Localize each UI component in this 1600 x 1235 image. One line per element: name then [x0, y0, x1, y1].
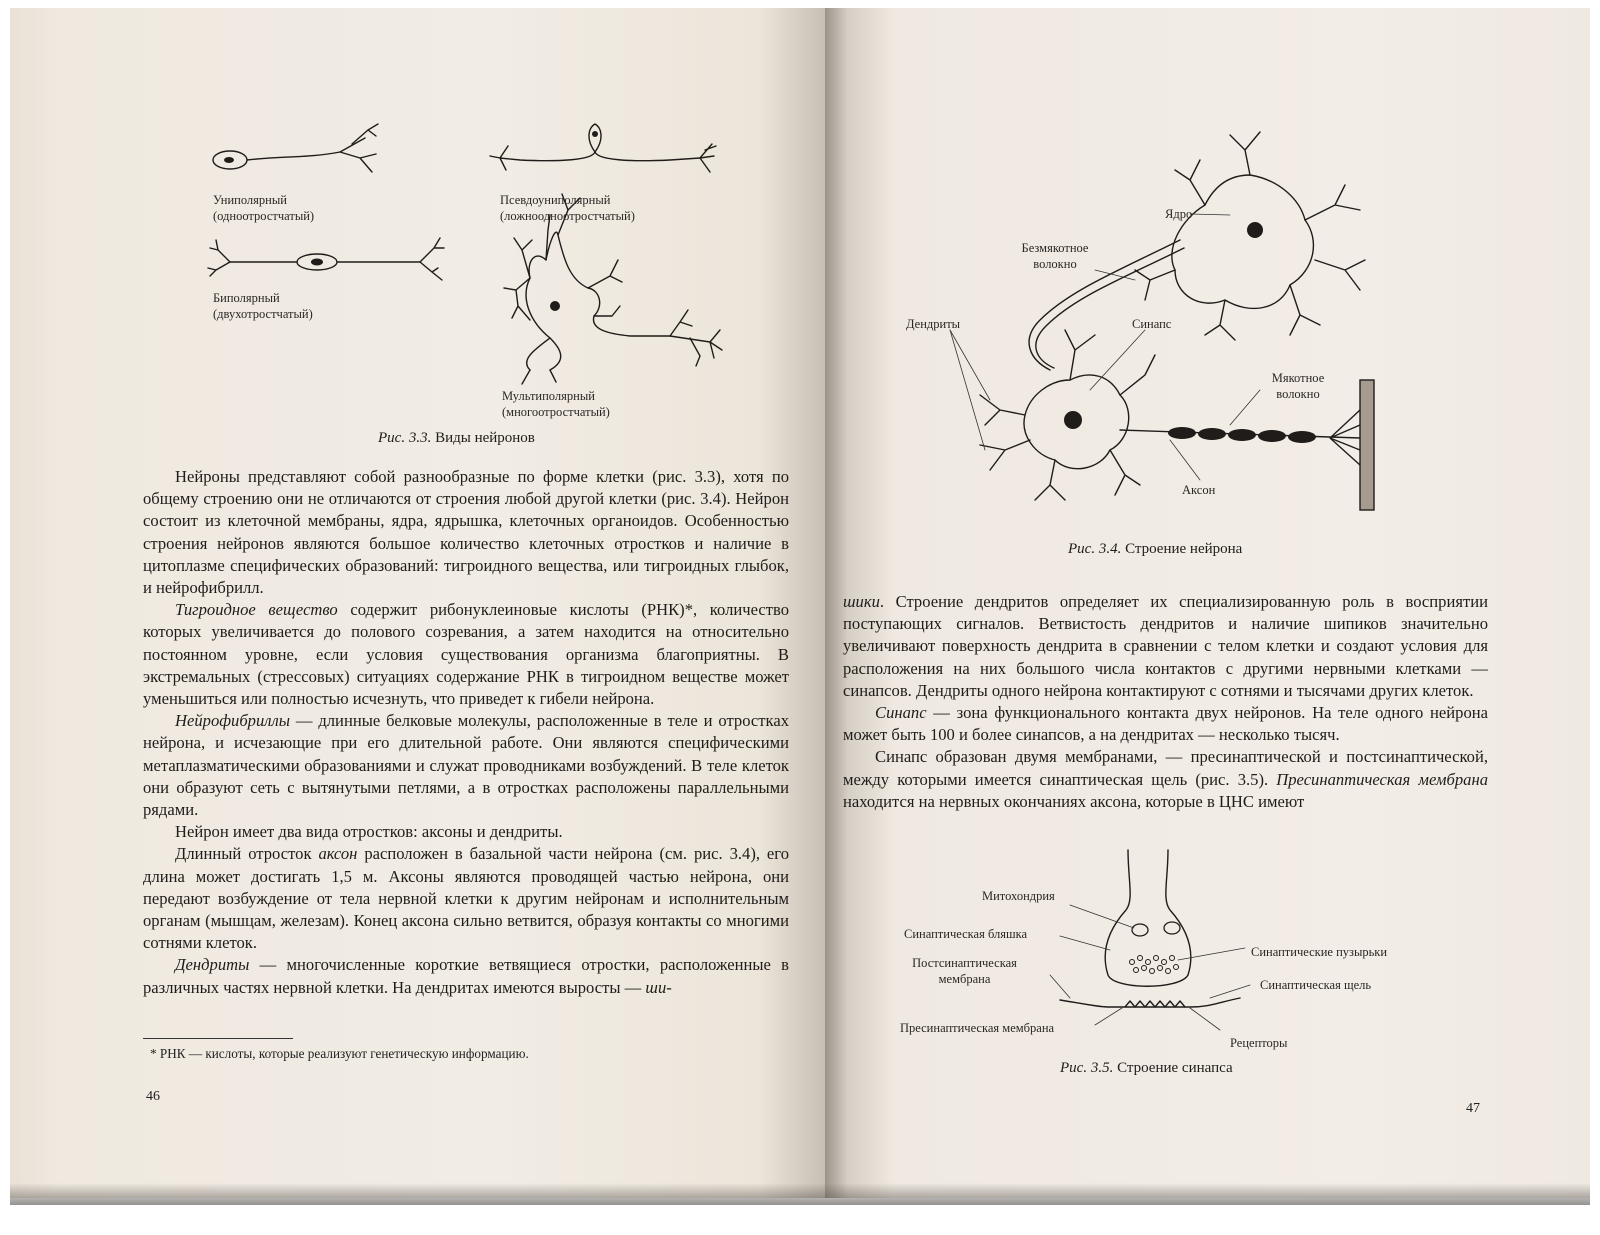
footnote-divider: [143, 1038, 293, 1039]
multipolar-subtitle: (многоотростчатый): [502, 405, 610, 419]
receptors-label: Рецепторы: [1230, 1036, 1288, 1050]
postsynaptic-membrane-label: Постсинаптическая мембрана: [912, 956, 1017, 986]
paragraph-synapse-def: Синапс — зона функционального контакта двух нейронов. На теле одного нейрона может быть 100 и более синапсов, а на дендритах — несколько тысяч.: [843, 703, 1488, 745]
term-spines: шики: [843, 592, 880, 611]
bipolar-subtitle: (двухотростчатый): [213, 307, 313, 321]
unipolar-subtitle: (одноотростчатый): [213, 209, 315, 223]
left-body-text: [143, 466, 789, 999]
multipolar-label: [502, 388, 610, 420]
paragraph-intro: Нейроны представляют собой разнообразные по форме клетки (рис. 3.3), хотя по общему строению они не отличаются от строения любой другой клетки (рис. 3.4). Нейрон состоит из клеточной мембраны, ядра, ядрышка, клеточных органоидов. Особенностью строения нейронов являются большое количество клеточных отростков и наличие в цитоплазме специфических образований: тигроидного вещества, или тигроидных глыбок, и нейрофибрилл.: [143, 467, 789, 598]
term-presynaptic-membrane: Пресинаптическая мембрана: [1276, 769, 1488, 789]
term-tigroid: Тигроидное вещество: [175, 600, 338, 620]
page-bottom-shadow: [10, 1183, 1590, 1205]
figure-3-4-title: Строение нейрона: [1121, 541, 1243, 557]
figure-3-3-caption: [378, 430, 535, 447]
page-number-right: 47: [1466, 1101, 1480, 1116]
synaptic-vesicles-label: Синаптические пузырьки: [1251, 945, 1388, 959]
paragraph-axon: Длинный отросток аксон расположен в базальной части нейрона (см. рис. 3.4), его длина может достигать 1,5 м. Аксоны являются проводящей частью нейрона, они передают возбуждение от тела нервной клетки к другим нейронам и исполнительным органам (мышцам, железам). Конец аксона сильно ветвится, образуя контакты со многими сотнями клеток.: [143, 844, 789, 953]
paragraph-neurofibrils: Нейрофибриллы — длинные белковые молекулы, расположенные в теле и отростках нейрона, и исчезающие при его длительной работе. Они являются специфическими метаплазматическими образованиями и служат проводниками возбуждений. В теле клеток они образуют сеть с вытянутыми петлями, а в отростках расположены параллельными рядами.: [143, 711, 789, 820]
myelinated-fiber-label: Мякотное волокно: [1271, 371, 1325, 401]
mitochondria-label: Митохондрия: [982, 889, 1055, 903]
nucleus-label: Ядро: [1165, 207, 1193, 221]
unipolar-name: Униполярный: [213, 193, 287, 207]
unmyelinated-fiber-label: Безмякотное волокно: [1021, 241, 1089, 271]
term-dendrites: Дендриты: [175, 955, 250, 975]
right-body-text: [843, 591, 1488, 813]
synaptic-plaque-label: Синаптическая бляшка: [904, 927, 1028, 941]
pseudounipolar-name: Псевдоуниполярный: [500, 193, 611, 207]
bipolar-label: [213, 290, 313, 322]
paragraph-dendrites: Дендриты — многочисленные короткие ветвящиеся отростки, расположенные в различных частях нервной клетки. На дендритах имеются выросты — ши-: [143, 955, 789, 997]
figure-3-5-number: Рис. 3.5.: [1060, 1060, 1114, 1076]
pseudounipolar-label: [500, 192, 635, 224]
paragraph-processes: Нейрон имеет два вида отростков: аксоны и дендриты.: [175, 822, 563, 842]
figure-3-4-caption: [1068, 541, 1242, 558]
multipolar-name: Мультиполярный: [502, 389, 595, 403]
synaptic-cleft-label: Синаптическая щель: [1260, 978, 1372, 992]
axon-label: Аксон: [1182, 483, 1216, 497]
paragraph-spines: шики. Строение дендритов определяет их специализированную роль в восприятии поступающих сигналов. Ветвистость дендритов и наличие шипиков значительно увеличивают поверхность дендрита в сравнении с телом клетки и создают условия для расположения на них большого числа контактов с другими нервными клетками — синапсов. Дендриты одного нейрона контактируют с сотнями и тысячами других клеток.: [843, 592, 1488, 700]
term-synapse: Синапс: [875, 703, 927, 723]
neuron-structure-illustration: [960, 120, 1400, 520]
unipolar-label: [213, 192, 314, 224]
figure-3-5-caption: [1060, 1060, 1233, 1077]
figure-3-3-title: Виды нейронов: [431, 430, 535, 446]
bipolar-name: Биполярный: [213, 291, 280, 305]
presynaptic-membrane-label: Пресинаптическая мембрана: [900, 1021, 1055, 1035]
dendrites-label: Дендриты: [906, 317, 961, 331]
synapse-label: Синапс: [1132, 317, 1172, 331]
paragraph-synapse-structure: Синапс образован двумя мембранами, — пресинаптической и постсинаптической, между которыми имеется синаптическая щель (рис. 3.5). Пресинаптическая мембрана находится на нервных окончаниях аксона, которые в ЦНС имеют: [843, 747, 1488, 811]
term-axon: аксон: [318, 844, 358, 864]
figure-3-3-number: Рис. 3.3.: [378, 430, 432, 446]
paragraph-tigroid: Тигроидное вещество содержит рибонуклеиновые кислоты (РНК)*, количество которых увеличивается до полового созревания, а затем находится на относительно постоянном уровне, если условия существования организма благоприятны. В экстремальных (стрессовых) ситуациях содержание РНК в тигроидном веществе может уменьшиться или полностью исчезнуть, что приведет к гибели нейрона.: [143, 600, 789, 709]
pseudounipolar-subtitle: (ложноодноотростчатый): [500, 209, 635, 223]
term-neurofibrils: Нейрофибриллы: [175, 711, 290, 731]
synapse-structure-illustration: [1030, 850, 1260, 1040]
figure-3-4-number: Рис. 3.4.: [1068, 541, 1122, 557]
page-number-left: 46: [146, 1089, 160, 1104]
figure-3-5-title: Строение синапса: [1113, 1060, 1233, 1076]
footnote-rna: * РНК — кислоты, которые реализуют генетическую информацию.: [150, 1046, 529, 1061]
neuron-types-illustration: [200, 110, 720, 410]
